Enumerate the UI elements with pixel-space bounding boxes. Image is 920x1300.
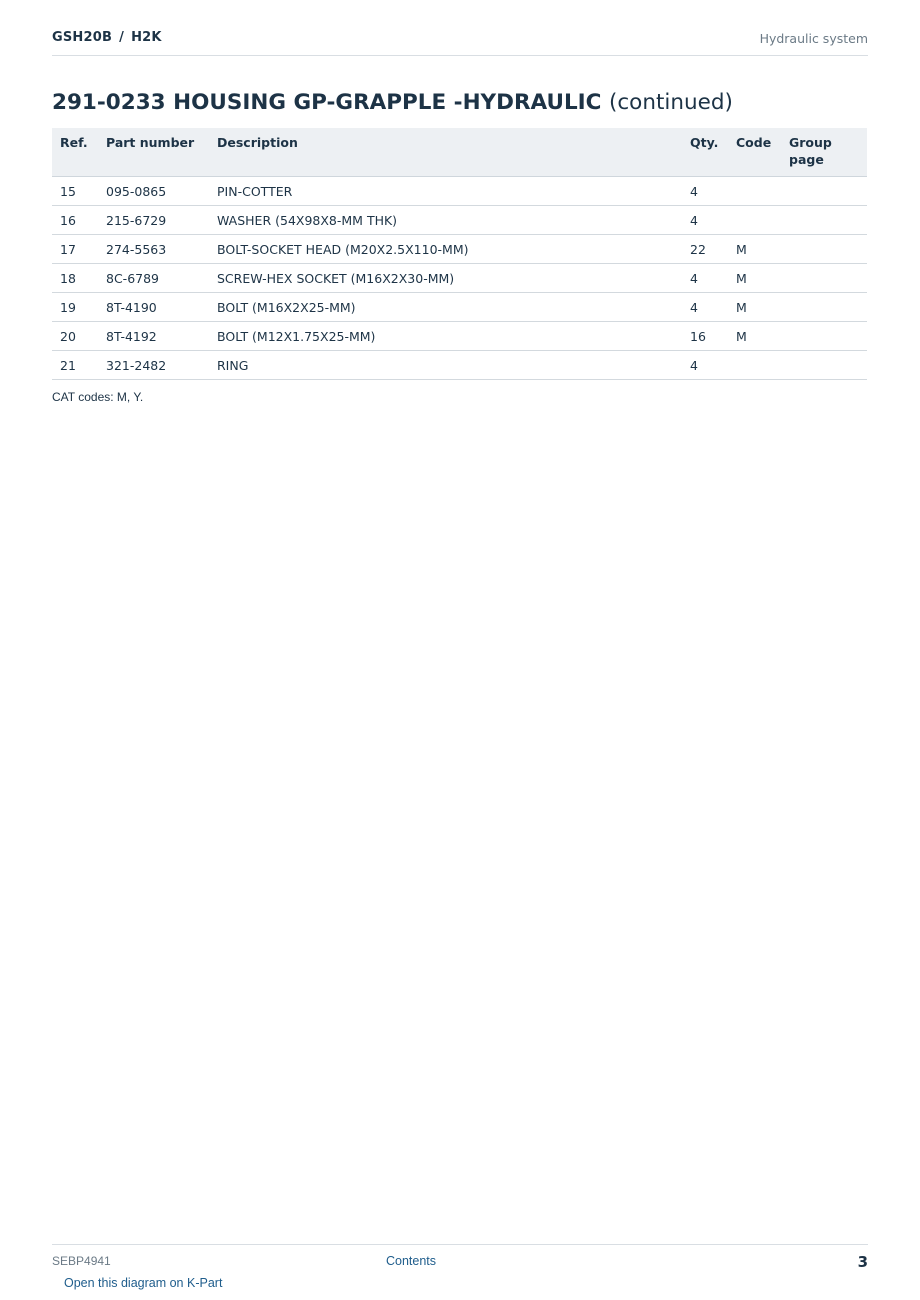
page-header: [52, 28, 868, 56]
cell-qty: 4: [682, 293, 728, 322]
contents-link[interactable]: Contents: [386, 1254, 437, 1268]
column-header-qty: Qty.: [682, 128, 728, 177]
table-row: [52, 264, 867, 293]
cell-ref: 19: [52, 293, 98, 322]
cell-ref: 17: [52, 235, 98, 264]
table-row: [52, 351, 867, 380]
cell-description: PIN-COTTER: [209, 177, 682, 206]
table-header-row: [52, 128, 867, 177]
section-name: Hydraulic system: [759, 31, 868, 46]
document-id: SEBP4941: [52, 1254, 111, 1268]
parts-table: [52, 128, 867, 380]
breadcrumb: [52, 30, 162, 45]
cell-group-page: [781, 206, 867, 235]
cell-part-number: 321-2482: [98, 351, 209, 380]
cell-ref: 20: [52, 322, 98, 351]
cell-code: [728, 351, 781, 380]
cell-group-page: [781, 351, 867, 380]
cell-description: BOLT (M12X1.75X25-MM): [209, 322, 682, 351]
serial-prefix: H2K: [131, 30, 162, 45]
cell-code: [728, 206, 781, 235]
cell-qty: 4: [682, 206, 728, 235]
cell-description: WASHER (54X98X8-MM THK): [209, 206, 682, 235]
cell-code: M: [728, 322, 781, 351]
cell-part-number: 8T-4192: [98, 322, 209, 351]
cell-group-page: [781, 177, 867, 206]
page-title: [52, 90, 733, 115]
table-row: [52, 235, 867, 264]
cell-group-page: [781, 264, 867, 293]
title-suffix: (continued): [608, 90, 733, 115]
column-header-ref: Ref.: [52, 128, 98, 177]
cell-part-number: 215-6729: [98, 206, 209, 235]
open-kpart-link[interactable]: Open this diagram on K-Part: [64, 1276, 223, 1290]
cell-description: BOLT-SOCKET HEAD (M20X2.5X110-MM): [209, 235, 682, 264]
cell-ref: 15: [52, 177, 98, 206]
cell-qty: 4: [682, 351, 728, 380]
cell-qty: 16: [682, 322, 728, 351]
table-row: [52, 177, 867, 206]
cell-code: [728, 177, 781, 206]
cell-part-number: 8T-4190: [98, 293, 209, 322]
cell-code: M: [728, 264, 781, 293]
page-footer: [52, 1244, 868, 1275]
cell-part-number: 8C-6789: [98, 264, 209, 293]
cell-code: M: [728, 293, 781, 322]
cell-description: BOLT (M16X2X25-MM): [209, 293, 682, 322]
cell-qty: 22: [682, 235, 728, 264]
cell-code: M: [728, 235, 781, 264]
breadcrumb-separator: /: [119, 30, 125, 45]
cat-codes-note: CAT codes: M, Y.: [52, 390, 144, 404]
table-row: [52, 206, 867, 235]
page-number: 3: [857, 1253, 868, 1271]
cell-description: RING: [209, 351, 682, 380]
cell-description: SCREW-HEX SOCKET (M16X2X30-MM): [209, 264, 682, 293]
cell-part-number: 274-5563: [98, 235, 209, 264]
cell-group-page: [781, 293, 867, 322]
cell-qty: 4: [682, 177, 728, 206]
cell-group-page: [781, 235, 867, 264]
column-header-part-number: Part number: [98, 128, 209, 177]
machine-model: GSH20B: [52, 30, 113, 45]
title-main: 291-0233 HOUSING GP-GRAPPLE -HYDRAULIC: [52, 90, 602, 115]
column-header-description: Description: [209, 128, 682, 177]
cell-qty: 4: [682, 264, 728, 293]
cell-ref: 21: [52, 351, 98, 380]
column-header-code: Code: [728, 128, 781, 177]
table-row: [52, 322, 867, 351]
table-row: [52, 293, 867, 322]
cell-part-number: 095-0865: [98, 177, 209, 206]
cell-ref: 16: [52, 206, 98, 235]
cell-ref: 18: [52, 264, 98, 293]
cell-group-page: [781, 322, 867, 351]
column-header-group-page: Group page: [781, 128, 867, 177]
